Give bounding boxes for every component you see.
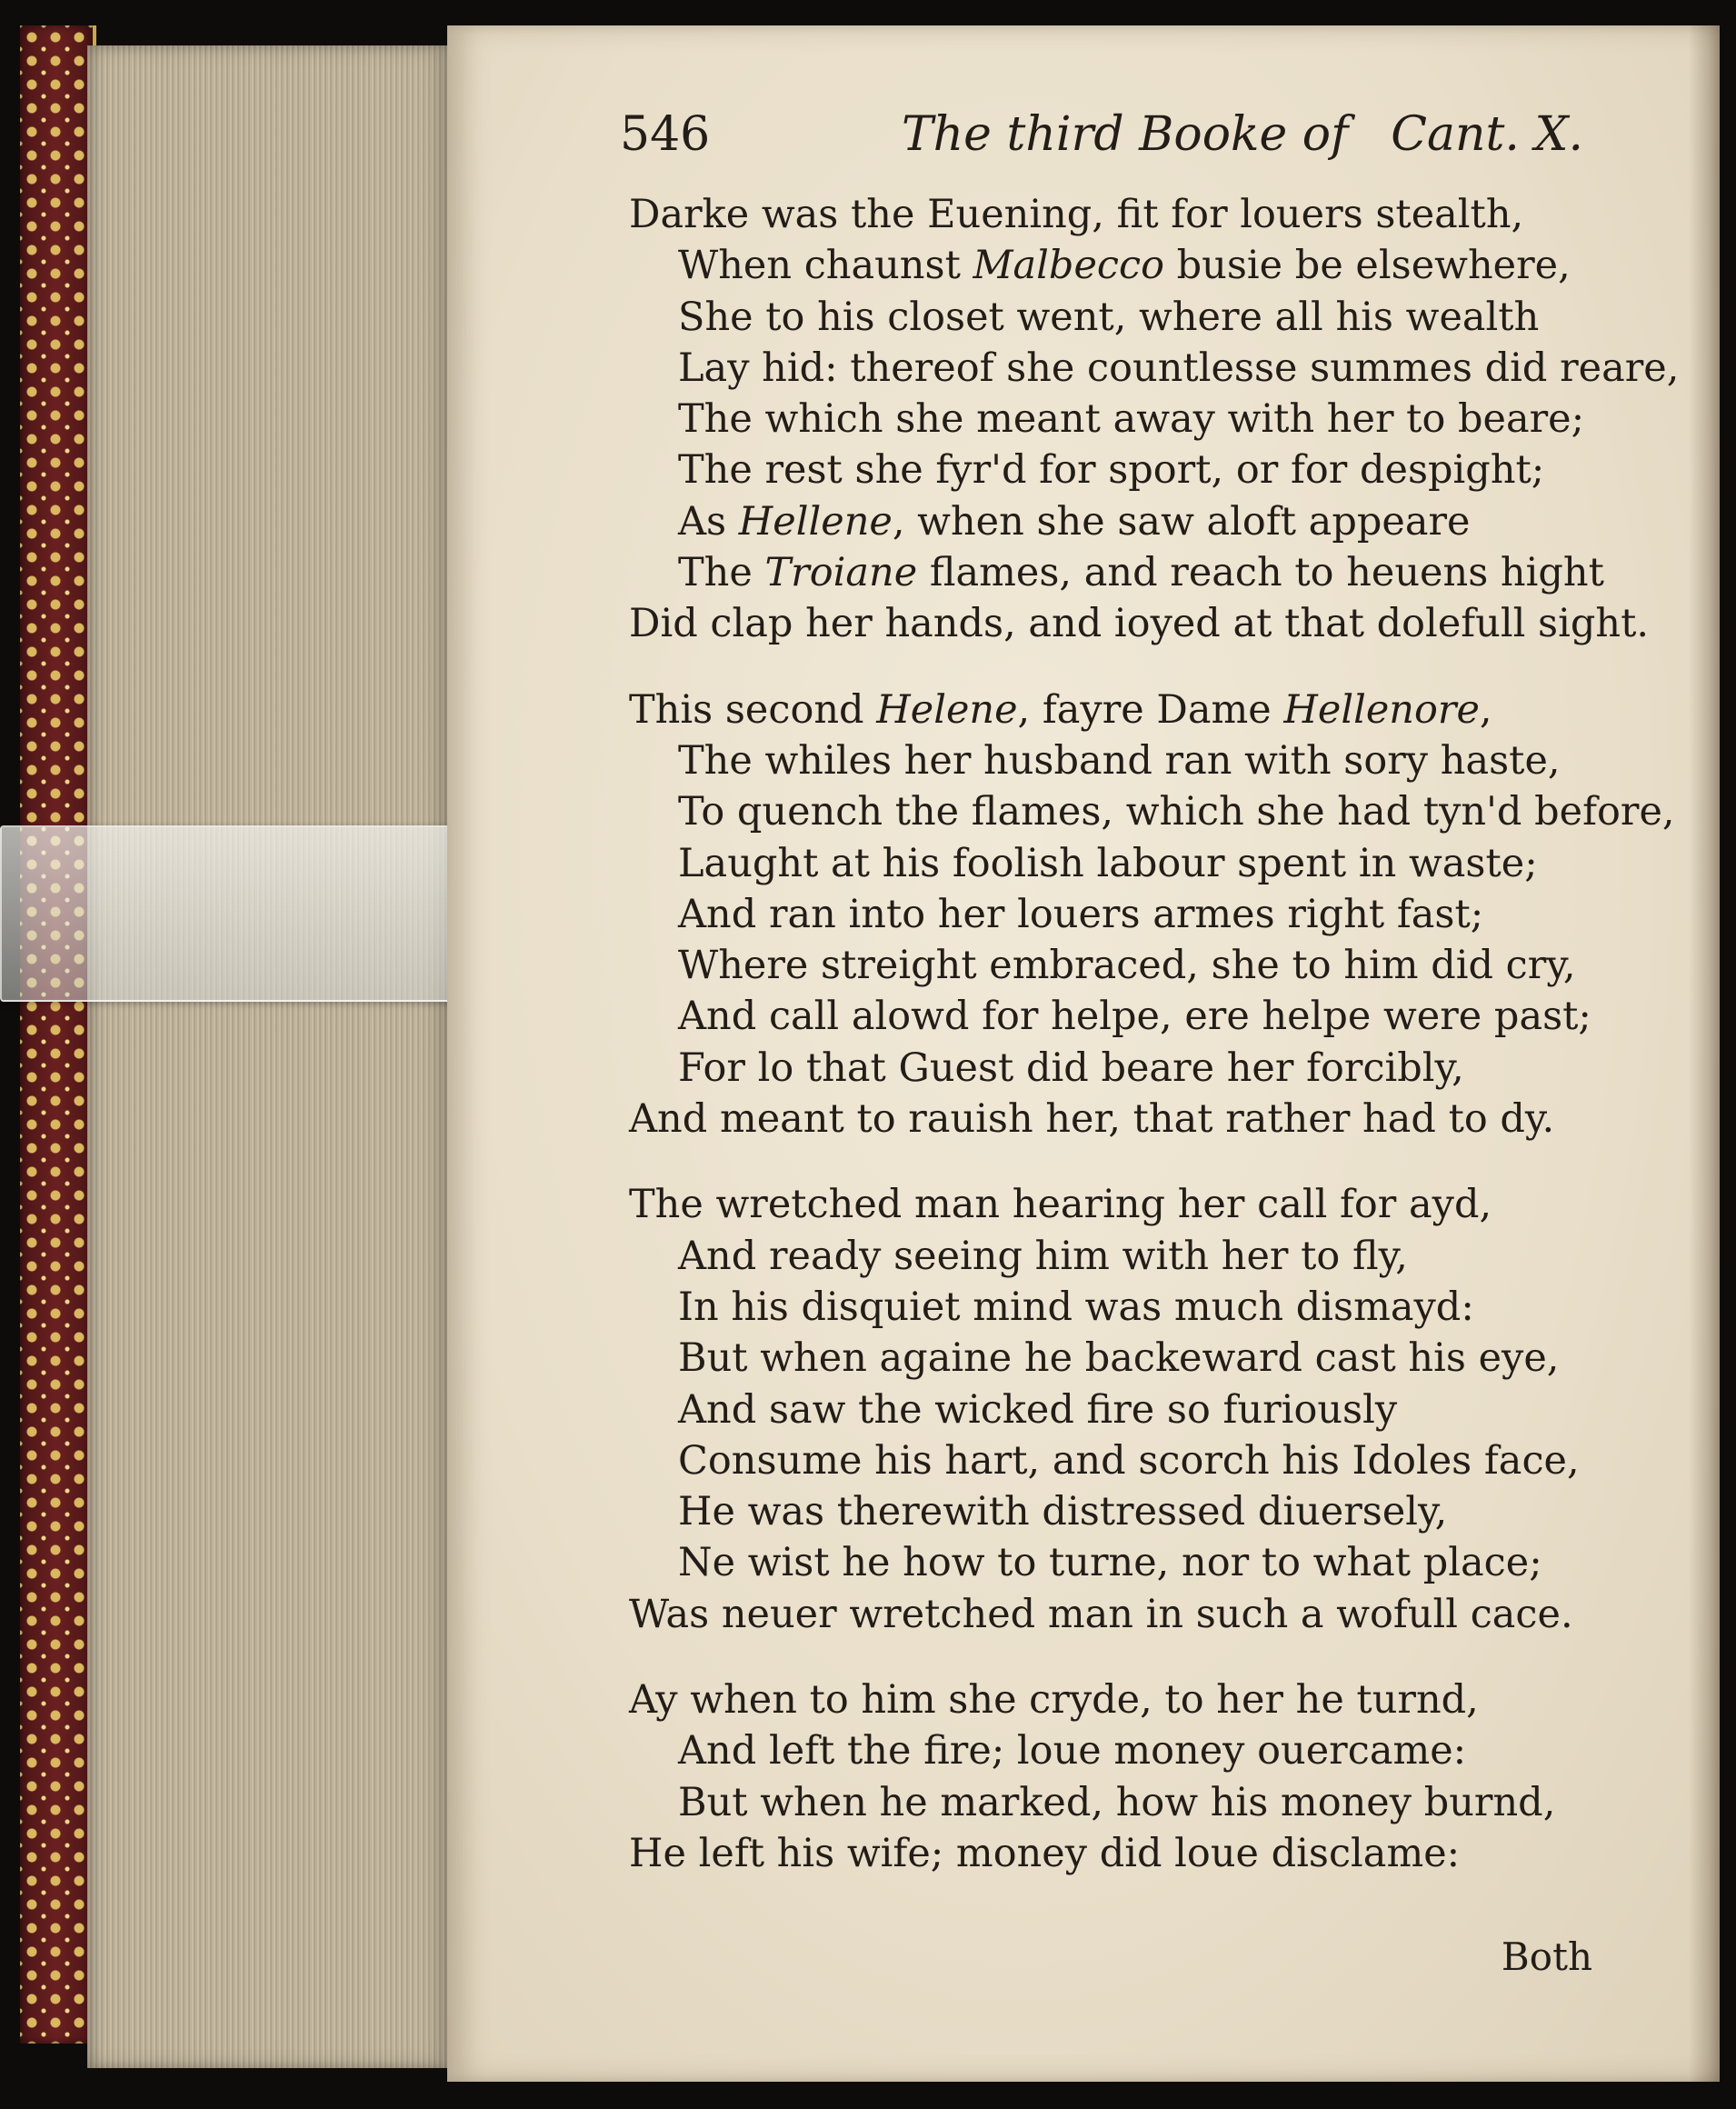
verse-line [629, 1828, 1674, 1879]
line-text: And ready seeing him with her to fly, [678, 1233, 1408, 1279]
verse-line [629, 1333, 1674, 1384]
line-text: And call alowd for helpe, ere helpe were past; [678, 994, 1591, 1040]
verse-line [629, 1777, 1674, 1828]
verse-line [629, 598, 1674, 649]
verse-line [629, 1179, 1674, 1230]
line-text: And left the fire; loue money ouercame: [678, 1728, 1467, 1774]
page-number: 546 [620, 107, 711, 162]
line-text: Consume his hart, and scorch his Idoles face, [678, 1437, 1580, 1484]
line-text: , [1479, 686, 1492, 733]
line-text: The whiles her husband ran with sory haste, [678, 737, 1561, 784]
verse-line [629, 735, 1674, 786]
running-title: The third Booke of [902, 107, 1349, 162]
stanza [629, 1179, 1674, 1640]
verse-line [629, 940, 1674, 991]
verse-line [629, 496, 1674, 547]
page-fore-edge [87, 45, 451, 2068]
line-text: He was therewith distressed diuersely, [678, 1489, 1448, 1535]
stanza [629, 1674, 1674, 1879]
line-text: , fayre Dame [1017, 686, 1284, 733]
line-text: When chaunst [678, 243, 973, 289]
line-text: And ran into her louers armes right fast; [678, 891, 1484, 937]
verse-line [629, 292, 1674, 343]
verse-line [629, 343, 1680, 394]
verse-line [629, 445, 1674, 495]
line-text: And meant to rauish her, that rather had to dy. [629, 1096, 1555, 1143]
gilt-board-edge [20, 25, 96, 2044]
verse-line [629, 189, 1674, 240]
verse-line [629, 1674, 1674, 1725]
stanza [629, 189, 1680, 650]
verse-line [629, 1486, 1674, 1537]
verse-body [629, 189, 1680, 1914]
transparent-page-clip [0, 825, 505, 1002]
line-text: Ay when to him she cryde, to her he turnd, [629, 1677, 1479, 1724]
line-text: This second [629, 686, 877, 733]
line-text: , when she saw aloft appeare [892, 498, 1471, 545]
proper-name: Helene [876, 686, 1018, 733]
line-text: Lay hid: thereof she countlesse summes did reare, [678, 345, 1680, 391]
line-text: For lo that Guest did beare her forcibly, [678, 1045, 1464, 1091]
verse-line [629, 1282, 1674, 1333]
line-text: Did clap her hands, and ioyed at that dolefull sight. [629, 601, 1650, 647]
verse-line [629, 240, 1674, 291]
verse-line [629, 786, 1674, 837]
line-text: Darke was the Euening, fit for louers stealth, [629, 192, 1524, 237]
verse-line [629, 1384, 1674, 1435]
line-text: The [678, 550, 765, 596]
canto-label: Cant. X. [1391, 107, 1583, 162]
book-page [447, 25, 1720, 2082]
proper-name: Troiane [764, 550, 918, 596]
verse-line [629, 547, 1674, 598]
line-text: The wretched man hearing her call for ayd, [629, 1182, 1492, 1228]
verse-line [629, 838, 1674, 889]
line-text: busie be elsewhere, [1163, 243, 1571, 289]
verse-line [629, 1043, 1674, 1094]
proper-name: Hellenore [1283, 686, 1480, 733]
page-gutter-shadow [1689, 25, 1720, 2082]
verse-line [629, 1231, 1674, 1282]
line-text: In his disquiet mind was much dismayd: [678, 1284, 1474, 1330]
line-text: The which she meant away with her to beare; [678, 396, 1585, 443]
line-text: flames, and reach to heuens hight [917, 550, 1604, 596]
running-header [620, 107, 1583, 180]
line-text: But when againe he backeward cast his eye, [678, 1335, 1560, 1382]
verse-line [629, 685, 1674, 735]
line-text: As [678, 498, 739, 545]
verse-line [629, 1435, 1674, 1486]
stanza [629, 685, 1674, 1145]
line-text: Ne wist he how to turne, nor to what place; [678, 1540, 1542, 1586]
proper-name: Hellene [738, 498, 893, 545]
line-text: She to his closet went, where all his wealth [678, 294, 1540, 340]
line-text: To quench the flames, which she had tyn'd before, [678, 789, 1675, 835]
line-text: Was neuer wretched man in such a wofull cace. [629, 1591, 1573, 1637]
line-text: But when he marked, how his money burnd, [678, 1779, 1556, 1825]
line-text: And saw the wicked fire so furiously [678, 1386, 1398, 1433]
verse-line [629, 394, 1674, 445]
line-text: Laught at his foolish labour spent in waste; [678, 840, 1538, 886]
verse-line [629, 1537, 1674, 1588]
catchword: Both [1501, 1934, 1592, 1979]
proper-name: Malbecco [973, 243, 1164, 289]
verse-line [629, 1725, 1674, 1776]
verse-line [629, 1589, 1674, 1640]
line-text: The rest she fyr'd for sport, or for despight; [678, 447, 1545, 494]
line-text: He left his wife; money did loue disclame: [629, 1830, 1461, 1876]
verse-line [629, 889, 1674, 940]
verse-line [629, 991, 1674, 1042]
line-text: Where streight embraced, she to him did cry, [678, 943, 1576, 989]
verse-line [629, 1094, 1674, 1144]
